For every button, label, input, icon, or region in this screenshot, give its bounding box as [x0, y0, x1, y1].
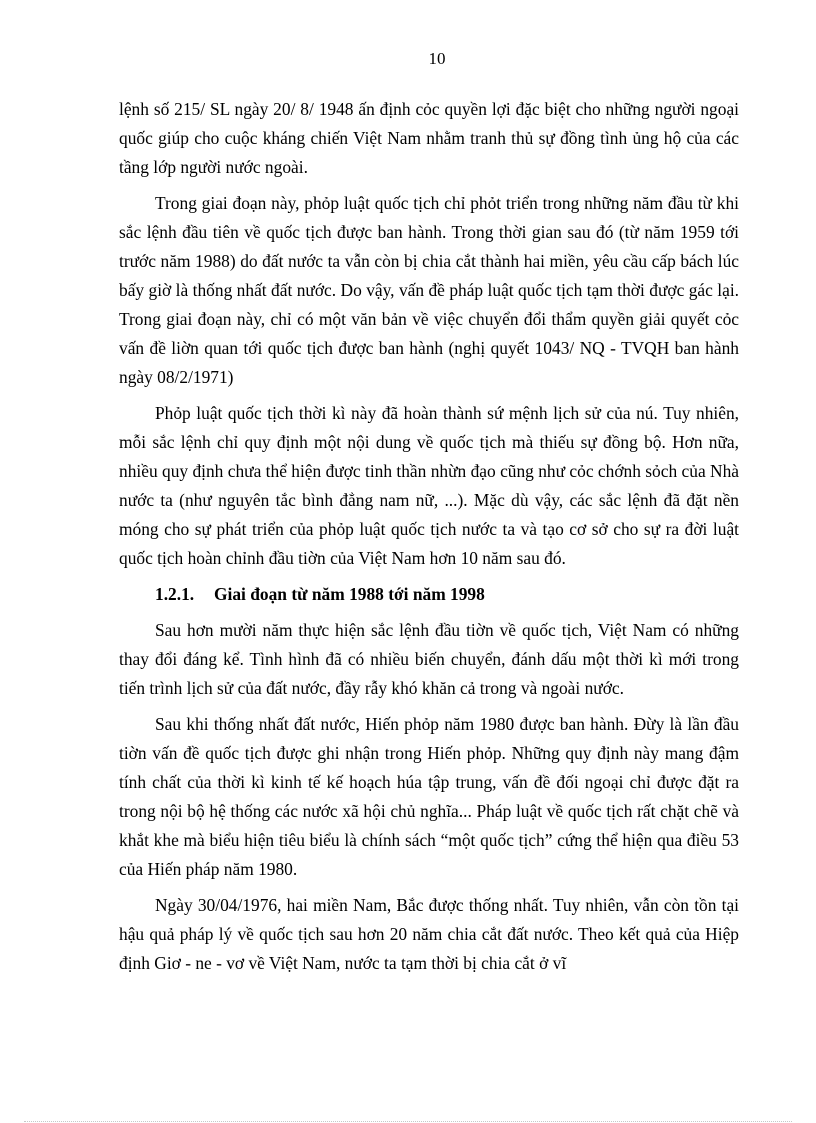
paragraph: lệnh số 215/ SL ngày 20/ 8/ 1948 ấn định cỏc quyền lợi đặc biệt cho những người ngoại quốc giúp cho cuộc kháng chiến Việt Nam nhằm tranh thủ sự đồng tình ủng hộ của các tầng lớp người nước ngoài. [119, 99, 739, 177]
section-title: Giai đoạn từ năm 1988 tới năm 1998 [214, 584, 485, 604]
page-number: 10 [428, 49, 446, 68]
section-heading [119, 580, 739, 609]
paragraph: Phỏp luật quốc tịch thời kì này đã hoàn thành sứ mệnh lịch sử của nú. Tuy nhiên, mỗi sắc lệnh chỉ quy định một nội dung về quốc tịch mà thiếu sự đồng bộ. Hơn nữa, nhiều quy định chưa thể hiện được tinh thần nhừn đạo cũng như cỏc chớnh sỏch của Nhà nước ta (như nguyên tắc bình đẳng nam nữ, ...). Mặc dù vậy, các sắc lệnh đã đặt nền móng cho sự phát triển của phỏp luật quốc tịch nước ta và tạo cơ sở cho sự ra đời luật quốc tịch hoàn chỉnh đầu tiờn của Việt Nam hơn 10 năm sau đó. [119, 403, 739, 568]
page-bottom-divider [24, 1121, 792, 1122]
section-number: 1.2.1. [155, 584, 195, 604]
paragraph: Sau hơn mười năm thực hiện sắc lệnh đầu tiờn về quốc tịch, Việt Nam có những thay đổi đáng kể. Tình hình đã có nhiều biến chuyển, đánh dấu một thời kì mới trong tiến trình lịch sử của đất nước, đầy rẫy khó khăn cả trong và ngoài nước. [119, 620, 739, 698]
document-body [119, 95, 739, 985]
paragraph: Trong giai đoạn này, phỏp luật quốc tịch chỉ phỏt triển trong những năm đầu từ khi sắc lệnh đầu tiên về quốc tịch được ban hành. Trong thời gian sau đó (từ năm 1959 tới trước năm 1988) do đất nước ta vẫn còn bị chia cắt thành hai miền, yêu cầu cấp bách lúc bấy giờ là thống nhất đất nước. Do vậy, vấn đề pháp luật quốc tịch tạm thời được gác lại. Trong giai đoạn này, chỉ có một văn bản về việc chuyển đổi thẩm quyền giải quyết cỏc vấn đề liờn quan tới quốc tịch được ban hành (nghị quyết 1043/ NQ - TVQH ban hành ngày 08/2/1971) [119, 193, 739, 387]
paragraph: Sau khi thống nhất đất nước, Hiến phỏp năm 1980 được ban hành. Đừy là lần đầu tiờn vấn đề quốc tịch được ghi nhận trong Hiến phỏp. Những quy định này mang đậm tính chất của thời kì kinh tế kế hoạch húa tập trung, vấn đề đối ngoại chỉ được đặt ra trong nội bộ hệ thống các nước xã hội chủ nghĩa... Pháp luật về quốc tịch rất chặt chẽ và khắt khe mà biểu hiện tiêu biểu là chính sách “một quốc tịch” cứng thể hiện qua điều 53 của Hiến pháp năm 1980. [119, 714, 739, 879]
paragraph: Ngày 30/04/1976, hai miền Nam, Bắc được thống nhất. Tuy nhiên, vẫn còn tồn tại hậu quả pháp lý về quốc tịch sau hơn 20 năm chia cắt đất nước. Theo kết quả của Hiệp định Giơ - ne - vơ về Việt Nam, nước ta tạm thời bị chia cắt ở vĩ [119, 895, 739, 973]
